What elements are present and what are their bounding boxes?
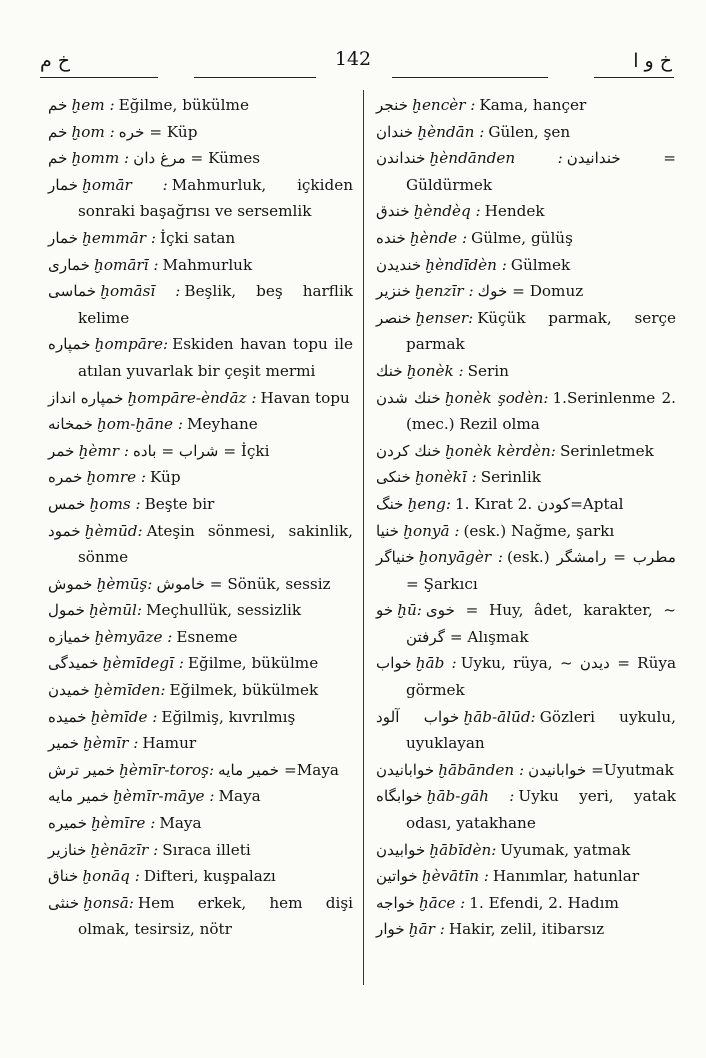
entry-definition: 1. Kırat 2. کودن=Aptal	[454, 494, 624, 513]
right-column	[376, 92, 676, 943]
entry-arabic-script: خمار	[48, 175, 79, 194]
dictionary-entry	[48, 518, 353, 571]
dictionary-entry	[376, 890, 676, 917]
entry-arabic-script: خنك	[376, 361, 403, 380]
entry-arabic-script: خوابانیدن	[376, 760, 435, 779]
entry-headword: ḫèndān :	[417, 122, 485, 141]
entry-arabic-script: خوار	[376, 920, 405, 939]
entry-headword: ḫāce :	[419, 893, 466, 912]
dictionary-entry	[48, 571, 353, 598]
dictionary-entry	[48, 491, 353, 518]
entry-headword: ḫābānden :	[438, 760, 525, 779]
dictionary-entry	[48, 863, 353, 890]
entry-arabic-script: خنصر	[376, 308, 412, 327]
entry-arabic-script: خواب آلود	[376, 707, 460, 726]
entry-definition: Eskiden havan topu ile atılan yuvarlak bir çeşit mermi	[78, 335, 353, 380]
entry-definition: Havan topu	[260, 388, 350, 407]
entry-arabic-script: خماسی	[48, 282, 97, 301]
entry-definition: Uyumak, yatmak	[500, 840, 631, 859]
entry-headword: ḫonāq :	[82, 867, 140, 886]
dictionary-entry	[48, 624, 353, 651]
entry-arabic-script: خمیر ترش	[48, 760, 116, 779]
entry-definition: Hamur	[142, 734, 197, 753]
header-rule-center-left	[194, 77, 316, 78]
entry-definition: Hendek	[484, 202, 545, 221]
entry-headword: ḫomre :	[86, 468, 147, 487]
entry-arabic-script: خمیر مایه	[48, 787, 110, 806]
entry-arabic-script: خنجر	[376, 96, 409, 114]
entry-definition: Gözleri uykulu, uyuklayan	[406, 707, 676, 753]
entry-arabic-script: خنده	[376, 228, 406, 247]
entry-arabic-script: خمیده	[48, 707, 87, 726]
dictionary-entry	[48, 810, 353, 837]
entry-headword: ḫonèk :	[406, 361, 464, 380]
entry-arabic-script: خمخانه	[48, 415, 93, 434]
dictionary-entry	[48, 225, 353, 252]
dictionary-entry	[376, 305, 676, 358]
entry-definition: Meçhullük, sessizlik	[146, 601, 302, 620]
entry-definition: Uyku yeri, yatak odası, yatakhane	[406, 787, 676, 833]
entry-arabic-script: خماری	[48, 255, 91, 274]
entry-headword: ḫèmūd:	[84, 521, 143, 540]
entry-headword: ḫoms :	[89, 494, 141, 513]
entry-headword: ḫèmīr-māye :	[113, 787, 215, 806]
entry-headword: ḫom :	[71, 122, 115, 141]
entry-headword: ḫāb :	[415, 654, 457, 673]
entry-definition: Hem erkek, hem dişi olmak, tesirsiz, nötr	[78, 893, 353, 939]
header-left-letters: خ م	[40, 50, 71, 72]
dictionary-entry	[48, 757, 353, 784]
entry-definition: (esk.) مطرب = رامشگر = Şarkıcı	[406, 548, 676, 593]
dictionary-entry	[48, 730, 353, 757]
dictionary-entry	[376, 252, 676, 279]
entry-definition: Sıraca illeti	[162, 840, 251, 859]
entry-arabic-script: خنازیر	[48, 840, 87, 859]
entry-arabic-script: خم	[48, 149, 68, 168]
entry-definition: Beşte bir	[144, 494, 215, 513]
entry-arabic-script: خندان	[376, 122, 414, 141]
entry-definition: خندانیدن = Güldürmek	[406, 149, 676, 194]
entry-definition: Eğilmek, bükülmek	[169, 681, 319, 700]
entry-headword: ḫābīdèn:	[429, 840, 497, 859]
entry-definition: Küçük parmak, serçe parmak	[406, 308, 676, 354]
dictionary-entry	[376, 358, 676, 385]
header-rule-left	[40, 77, 158, 78]
entry-arabic-script: خمیدگی	[48, 654, 99, 673]
dictionary-entry	[48, 704, 353, 731]
entry-arabic-script: خمره	[48, 468, 83, 487]
entry-headword: ḫèndānden :	[429, 149, 563, 168]
entry-headword: ḫeng:	[407, 494, 451, 513]
entry-headword: ḫèmīr-toroş:	[119, 760, 215, 779]
entry-arabic-script: خندیدن	[376, 255, 422, 274]
dictionary-entry	[376, 464, 676, 491]
entry-headword: ḫemmār :	[82, 228, 156, 247]
entry-definition: 1. Efendi, 2. Hadım	[469, 893, 619, 912]
dictionary-entry	[48, 119, 353, 146]
entry-arabic-script: خمیره	[48, 814, 88, 833]
entry-headword: ḫāb-ālūd:	[463, 707, 536, 726]
entry-definition: 1.Serinlenme 2. (mec.) Rezil olma	[406, 388, 676, 434]
entry-definition: خوی = Huy, âdet, karakter, ~ گرفتن = Alışmak	[406, 601, 676, 646]
entry-arabic-script: خنیا	[376, 521, 400, 540]
entry-headword: ḫāb-gāh :	[426, 787, 515, 806]
entry-headword: ḫomm :	[71, 149, 130, 168]
entry-headword: ḫencèr :	[412, 96, 476, 114]
dictionary-entry	[48, 331, 353, 384]
entry-definition: Meyhane	[187, 415, 258, 434]
header-right-letters: خ و ا	[633, 50, 672, 72]
entry-headword: ḫomār :	[82, 175, 168, 194]
entry-headword: ḫonèk kèrdèn:	[445, 441, 556, 460]
entry-definition: Mahmurluk, içkiden sonraki başağrısı ve sersemlik	[78, 175, 353, 221]
entry-arabic-script: خنثی	[48, 893, 80, 912]
entry-arabic-script: خواجه	[376, 893, 415, 912]
entry-arabic-script: خم	[48, 96, 68, 114]
entry-arabic-script: خنکی	[376, 468, 412, 487]
entry-headword: ḫèmīde :	[90, 707, 158, 726]
entry-definition: Maya	[159, 814, 202, 833]
entry-arabic-script: خم	[48, 122, 68, 141]
dictionary-entry	[48, 677, 353, 704]
entry-definition: İçki satan	[159, 228, 236, 247]
entry-arabic-script: خنك شدن	[376, 388, 441, 407]
entry-definition: خوابانیدن =Uyutmak	[528, 760, 674, 779]
entry-headword: ḫompāre:	[94, 335, 169, 354]
dictionary-entry	[376, 783, 676, 836]
entry-arabic-script: خمر	[48, 441, 75, 460]
entry-arabic-script: خنداندن	[376, 149, 426, 168]
dictionary-entry	[376, 278, 676, 305]
entry-arabic-script: خمول	[48, 601, 86, 620]
dictionary-entry	[376, 491, 676, 518]
dictionary-entry	[48, 411, 353, 438]
entry-definition: Ateşin sönmesi, sakinlik, sönme	[78, 521, 353, 567]
dictionary-entry	[48, 597, 353, 624]
entry-headword: ḫèndèq :	[413, 202, 481, 221]
dictionary-entry	[48, 783, 353, 810]
dictionary-entry	[48, 650, 353, 677]
entry-definition: خاموش = Sönük, sessiz	[156, 574, 331, 593]
dictionary-entry	[376, 92, 676, 119]
entry-definition: (esk.) Nağme, şarkı	[463, 521, 615, 540]
dictionary-entry	[48, 172, 353, 225]
entry-headword: ḫèmīdegī :	[102, 654, 184, 673]
entry-arabic-script: خوابگاه	[376, 787, 423, 806]
dictionary-entry	[376, 225, 676, 252]
column-divider	[363, 90, 364, 985]
entry-definition: Gülen, şen	[488, 122, 571, 141]
dictionary-entry	[376, 438, 676, 465]
entry-headword: ḫomārī :	[94, 255, 159, 274]
entry-definition: Serinletmek	[559, 441, 654, 460]
entry-headword: ḫonèk şodèn:	[444, 388, 549, 407]
entry-headword: ḫèmīre :	[91, 814, 156, 833]
entry-arabic-script: خنك کردن	[376, 441, 442, 460]
dictionary-entry	[48, 252, 353, 279]
entry-arabic-script: خواتین	[376, 867, 418, 886]
entry-arabic-script: خمس	[48, 494, 86, 513]
entry-arabic-script: خنزیر	[376, 282, 411, 301]
entry-headword: ḫū:	[397, 601, 422, 620]
entry-headword: ḫenser:	[415, 308, 474, 327]
entry-arabic-script: خموش	[48, 574, 93, 593]
entry-definition: Uyku, rüya, ~ دیدن = Rüya görmek	[406, 654, 677, 700]
entry-arabic-script: خمود	[48, 521, 81, 540]
entry-arabic-script: خناق	[48, 867, 79, 886]
entry-definition: مرغ دان = Kümes	[133, 149, 261, 168]
entry-arabic-script: خمپاره	[48, 335, 91, 354]
entry-headword: ḫompāre-èndāz :	[127, 388, 257, 407]
entry-headword: ḫèmīr :	[83, 734, 139, 753]
entry-definition: Eğilmiş, kıvrılmış	[161, 707, 296, 726]
entry-headword: ḫem :	[71, 96, 115, 114]
entry-headword: ḫèvātīn :	[421, 867, 489, 886]
entry-headword: ḫonsā:	[83, 893, 134, 912]
entry-definition: Beşlik, beş harflik kelime	[78, 282, 353, 327]
entry-headword: ḫār :	[408, 920, 445, 939]
entry-definition: خمیر مایه =Maya	[218, 760, 339, 779]
entry-arabic-script: خوابیدن	[376, 840, 426, 859]
dictionary-entry	[376, 145, 676, 198]
entry-definition: Serinlik	[480, 468, 541, 487]
entry-headword: ḫèmūl:	[89, 601, 142, 620]
dictionary-entry	[376, 518, 676, 545]
entry-headword: ḫènāzīr :	[90, 840, 159, 859]
dictionary-entry	[376, 650, 676, 703]
entry-headword: ḫèmyāze :	[94, 627, 173, 646]
dictionary-entry	[48, 145, 353, 172]
entry-definition: Hakir, zelil, itibarsız	[448, 920, 605, 939]
entry-arabic-script: خنگ	[376, 494, 404, 513]
entry-arabic-script: خواب	[376, 654, 412, 673]
entry-arabic-script: خمار	[48, 228, 79, 247]
dictionary-entry	[376, 837, 676, 864]
entry-definition: Hanımlar, hatunlar	[492, 867, 640, 886]
dictionary-entry	[376, 119, 676, 146]
entry-headword: ḫonèkī :	[415, 468, 477, 487]
entry-headword: ḫèmūş:	[96, 574, 153, 593]
dictionary-entry	[48, 278, 353, 331]
entry-headword: ḫèndīdèn :	[425, 255, 507, 274]
entry-arabic-script: خمیدن	[48, 681, 90, 700]
entry-arabic-script: خمیازه	[48, 627, 91, 646]
dictionary-entry	[48, 837, 353, 864]
entry-headword: ḫom-ḫāne :	[96, 415, 183, 434]
dictionary-entry	[376, 704, 676, 757]
entry-definition: Serin	[467, 361, 509, 380]
dictionary-entry	[48, 385, 353, 412]
entry-definition: خوك = Domuz	[477, 282, 584, 301]
entry-definition: Gülme, gülüş	[471, 228, 573, 247]
dictionary-entry	[376, 916, 676, 943]
header-rule-right	[594, 77, 674, 78]
entry-headword: ḫenzīr :	[414, 282, 474, 301]
entry-definition: Eğilme, bükülme	[118, 96, 249, 114]
left-column	[48, 92, 353, 943]
entry-arabic-script: خو	[376, 601, 394, 620]
entry-definition: Gülmek	[510, 255, 571, 274]
page-header	[0, 44, 706, 84]
entry-definition: Mahmurluk	[162, 255, 253, 274]
entry-definition: Eğilme, bükülme	[187, 654, 319, 673]
entry-definition: Kama, hançer	[479, 96, 587, 114]
entry-headword: ḫènde :	[409, 228, 468, 247]
dictionary-entry	[376, 544, 676, 597]
entry-definition: شراب = باده = İçki	[132, 441, 270, 460]
dictionary-entry	[376, 385, 676, 438]
dictionary-entry	[376, 597, 676, 650]
dictionary-entry	[48, 890, 353, 943]
dictionary-entry	[48, 464, 353, 491]
entry-arabic-script: خمپاره انداز	[48, 388, 124, 407]
entry-arabic-script: خمیر	[48, 734, 80, 753]
entry-definition: خره = Küp	[118, 122, 198, 141]
dictionary-entry	[376, 757, 676, 784]
dictionary-entry	[376, 863, 676, 890]
dictionary-entry	[376, 198, 676, 225]
entry-definition: Küp	[150, 468, 181, 487]
page-number: 142	[334, 48, 372, 70]
dictionary-entry	[48, 92, 353, 119]
entry-headword: ḫomāsī :	[100, 282, 181, 301]
entry-definition: Esneme	[176, 627, 238, 646]
header-rule-center-right	[392, 77, 548, 78]
entry-headword: ḫonyāgèr :	[418, 548, 503, 567]
entry-headword: ḫèmr :	[78, 441, 129, 460]
entry-headword: ḫonyā :	[403, 521, 460, 540]
entry-arabic-script: خندق	[376, 202, 410, 221]
dictionary-entry	[48, 438, 353, 465]
entry-definition: Difteri, kuşpalazı	[143, 867, 276, 886]
entry-definition: Maya	[218, 787, 261, 806]
entry-arabic-script: خنیاگر	[376, 548, 415, 567]
entry-headword: ḫèmīden:	[93, 681, 166, 700]
